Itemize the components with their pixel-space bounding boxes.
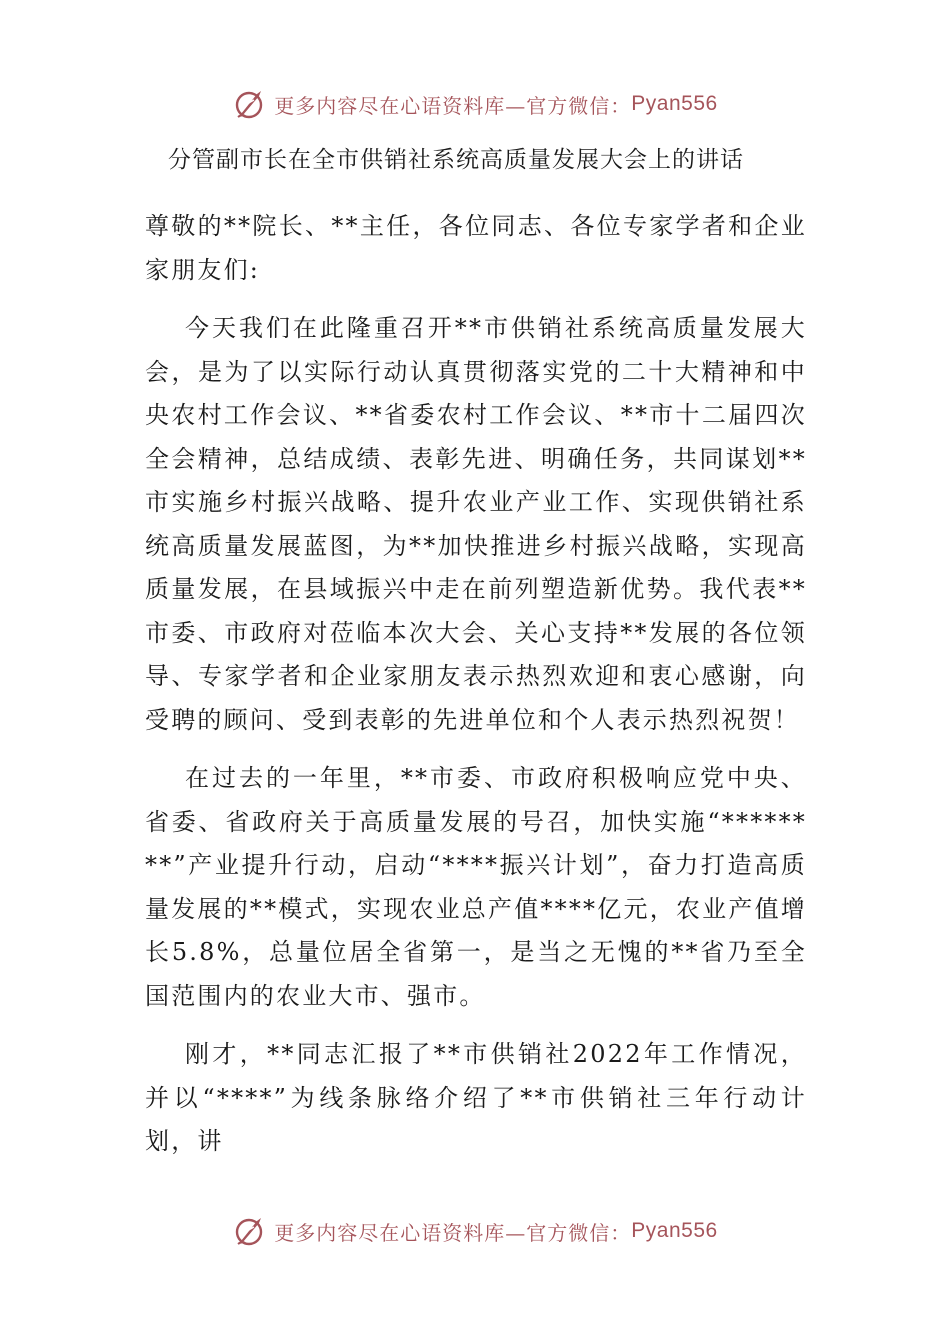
- paragraph-1: 今天我们在此隆重召开**市供销社系统高质量发展大会，是为了以实际行动认真贯彻落实党的二十大精神和中央农村工作会议、**省委农村工作会议、**市十二届四次全会精神，总结成绩、表彰先进、明确任务，共同谋划**市实施乡村振兴战略、提升农业产业工作、实现供销社系统高质量发展蓝图，为**加快推进乡村振兴战略，实现高质量发展，在县域振兴中走在前列塑造新优势。我代表**市委、市政府对莅临本次大会、关心支持**发展的各位领导、专家学者和企业家朋友表示热烈欢迎和衷心感谢，向受聘的顾问、受到表彰的先进单位和个人表示热烈祝贺！: [145, 314, 807, 734]
- document-title: 分管副市长在全市供销社系统高质量发展大会上的讲话: [168, 147, 744, 173]
- paragraph-3: 刚才，**同志汇报了**市供销社2022年工作情况，并以“****”为线条脉络介绍了**市供销社三年行动计划，讲: [145, 1040, 807, 1155]
- header-banner: [0, 84, 950, 124]
- footer-banner: [0, 1211, 950, 1251]
- document-body: [145, 205, 807, 1179]
- banner-wechat-id: Pyan556: [631, 92, 718, 115]
- quill-pen-circle-icon: [232, 1213, 268, 1249]
- paragraph-2: 在过去的一年里，**市委、市政府积极响应党中央、省委、省政府关于高质量发展的号召，加快实施“********”产业提升行动，启动“****振兴计划”，奋力打造高质量发展的**模式，实现农业总产值****亿元，农业产值增长5.8%，总量位居全省第一，是当之无愧的**省乃至全国范围内的农业大市、强市。: [145, 764, 807, 1010]
- banner-text: 更多内容尽在心语资料库—官方微信：: [274, 93, 632, 118]
- salutation: 尊敬的**院长、**主任，各位同志、各位专家学者和企业家朋友们:: [145, 212, 807, 284]
- banner-wechat-id: Pyan556: [631, 1219, 718, 1242]
- banner-text: 更多内容尽在心语资料库—官方微信：: [274, 1220, 632, 1245]
- quill-pen-circle-icon: [232, 86, 268, 122]
